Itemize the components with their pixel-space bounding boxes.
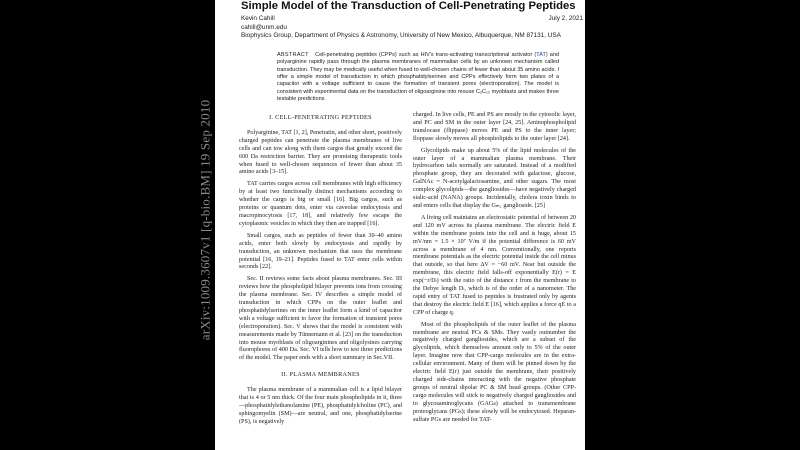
paper-title: Simple Model of the Transduction of Cell-Penetrating Peptides xyxy=(241,0,576,12)
author-email[interactable]: cahill@unm.edu xyxy=(241,23,287,31)
arxiv-stamp-text: arXiv:1009.3607v1 [q-bio.BM] 19 Sep 2010 xyxy=(197,99,213,341)
abstract-label: ABSTRACT xyxy=(277,52,309,58)
abstract-text-1: Cell-penetrating peptides (CPPs) such as HIV's trans-activating transcriptional activator ( xyxy=(315,52,537,58)
paragraph: Polyarginine, TAT [1, 2], Penetratin, and other short, positively charged peptides can penetrate the plasma membranes of live cells and can tow along with them cargos that greatly exceed the 600 Da restriction barrier. They are promising therapeutic tools when fused to well-chosen sequences of fewer than about 35 amino acids [3–15]. xyxy=(239,129,402,176)
paragraph: Sec. II reviews some facts about plasma membranes. Sec. III reviews how the phospholipid bilayer prevents ions from crossing the plasma membrane. Sec. IV describes a simple model of transduction in which CPPs on the outer leaflet and phosphatidylserines on the inner leaflet form a kind of capacitor with a voltage sufficient to favor the formation of transient pores (electroporation). Sec. V shows that the model is consistent with measurements made by Tünnemann et al. [23] on the transduction into mouse myoblasts of oligoarginines and oligolysines carrying fluorophores of 400 Da. Sec. VI tells how to test three predictions of the model. The paper ends with a short summary in Sec.VII. xyxy=(239,276,402,362)
paragraph: Most of the phospholipids of the outer leaflet of the plasma membrane are neutral PCs & SMs. They vastly outnumber the negatively charged gangliosides, which are a subset of the glycolipids, which themselves amount only to 5% of the outer layer. Imagine now that CPP-cargo molecules are in the extra-cellular environment. Many of them will be pinned down by the electric field E(r) just outside the membrane, their positively charged side-chains interacting with the negative phosphate groups of neutral dipolar PC & SM head groups. (Other CPP-cargo molecules will stick to negatively charged gangliosides and to glycosaminoglycans (GAGs) attached to transmembrane proteoglycans (PGs); these slowly will be endocytosed. Heparan-sulfate PGs are needed for TAT- xyxy=(413,321,576,423)
paragraph: The plasma membrane of a mammalian cell is a lipid bilayer that is 4 or 5 nm thick. Of the four main phospholipids in it, three—phosphatidylethanolamine (PE), phosphatidylcholine (PC), and sphingomyelin (SM)—are neutral, and one, phosphatidylserine (PS), is negatively xyxy=(239,387,402,425)
section-heading-1: I. CELL-PENETRATING PEPTIDES xyxy=(269,114,372,121)
abstract xyxy=(277,52,559,103)
paper-page xyxy=(215,0,585,450)
paragraph: Glycolipids make up about 5% of the lipid molecules of the outer layer of a mammalian plasma membrane. Their hydrocarbon tails normally are saturated. Instead of a modified phosphate group, they are decorated with galactose, glucose, GalNAc = N-acetylgalactosamine, and other sugars. The most complex glycolipids—the gangliosides—have negatively charged sialic-acid (NANA) groups. Incidentally, cholera toxin binds to and enters cells that display the Gₘ₁ ganglioside. [25] xyxy=(413,147,576,209)
abstract-text-2: ) and polyarginine rapidly pass through the plasma membranes of mammalian cells by an unknown mechanism called transduction. They may be medically useful when fused to well-chosen chains of fewer than about 35 amino acids. I offer a simple model of transduction in which phosphatidylserines and CPPs effectively form two plates of a capacitor with a voltage sufficient to cause the formation of transient pores (electroporation). The model is consistent with experimental data on the transduction of oligoarginine into mouse C₂C₁₂ myoblasts and makes three testable predictions. xyxy=(277,52,559,103)
left-column xyxy=(239,112,402,431)
paragraph: A living cell maintains an electrostatic potential of between 20 and 120 mV across its plasma membrane. The electric field E within the membrane points into the cell and is huge, about 15 mV/nm = 1.5 × 10⁷ V/m if the potential difference is 60 mV across a membrane of 4 nm. Conventionally, one reports membrane potentials as the electric potential inside the cell minus that outside, so that here ΔV = −60 mV. Near but outside the membrane, this electric field falls-off exponentially E(r) = E exp(−r/Dₗ) with the ratio of the distance r from the membrane to the Debye length Dₗ, which is of the order of a nanometer. The rapid entry of TAT fused to peptides is frustrated only by agents that destroy the electric field E [16], which applies a force qE to a CPP of charge q. xyxy=(413,214,576,316)
author-affiliation: Biophysics Group, Department of Physics & Astronomy, University of New Mexico, Albuquerque, NM 87131, USA xyxy=(241,32,561,40)
right-column xyxy=(413,112,576,428)
paper-date: July 2, 2021 xyxy=(548,15,583,22)
section-heading-2: II. PLASMA MEMBRANES xyxy=(281,371,360,379)
paragraph: Small cargos, such as peptides of fewer than 30–40 amino acids, enter both slowly by endocytosis and rapidly by transduction, an unknown mechanism that uses the membrane potential [16, 19–21]. Peptides fused to TAT enter cells within seconds [22]. xyxy=(239,232,402,271)
paragraph: charged. In live cells, PE and PS are mostly in the cytosolic layer, and PC and SM in the outer layer [24, 25]. Aminophospholipid translocase (flippase) moves PE and PS to the inner layer; floppase slowly moves all phospholipids to the outer layer [24]. xyxy=(413,112,576,142)
author-block xyxy=(241,15,583,41)
abstract-link-tat[interactable]: TAT xyxy=(536,52,546,58)
arxiv-stamp xyxy=(195,100,215,340)
author-name: Kevin Cahill xyxy=(241,15,275,22)
paragraph: TAT carries cargos across cell membranes with high efficiency by at least two functionally distinct mechanisms according to whether the cargo is big or small [16]. Big cargos, such as proteins or quantum dots, enter via caveolae endocytosis and macropinocytosis [17, 18], and relatively few escape the cytoplasmic vesicles in which they then are trapped [16]. xyxy=(239,181,402,227)
